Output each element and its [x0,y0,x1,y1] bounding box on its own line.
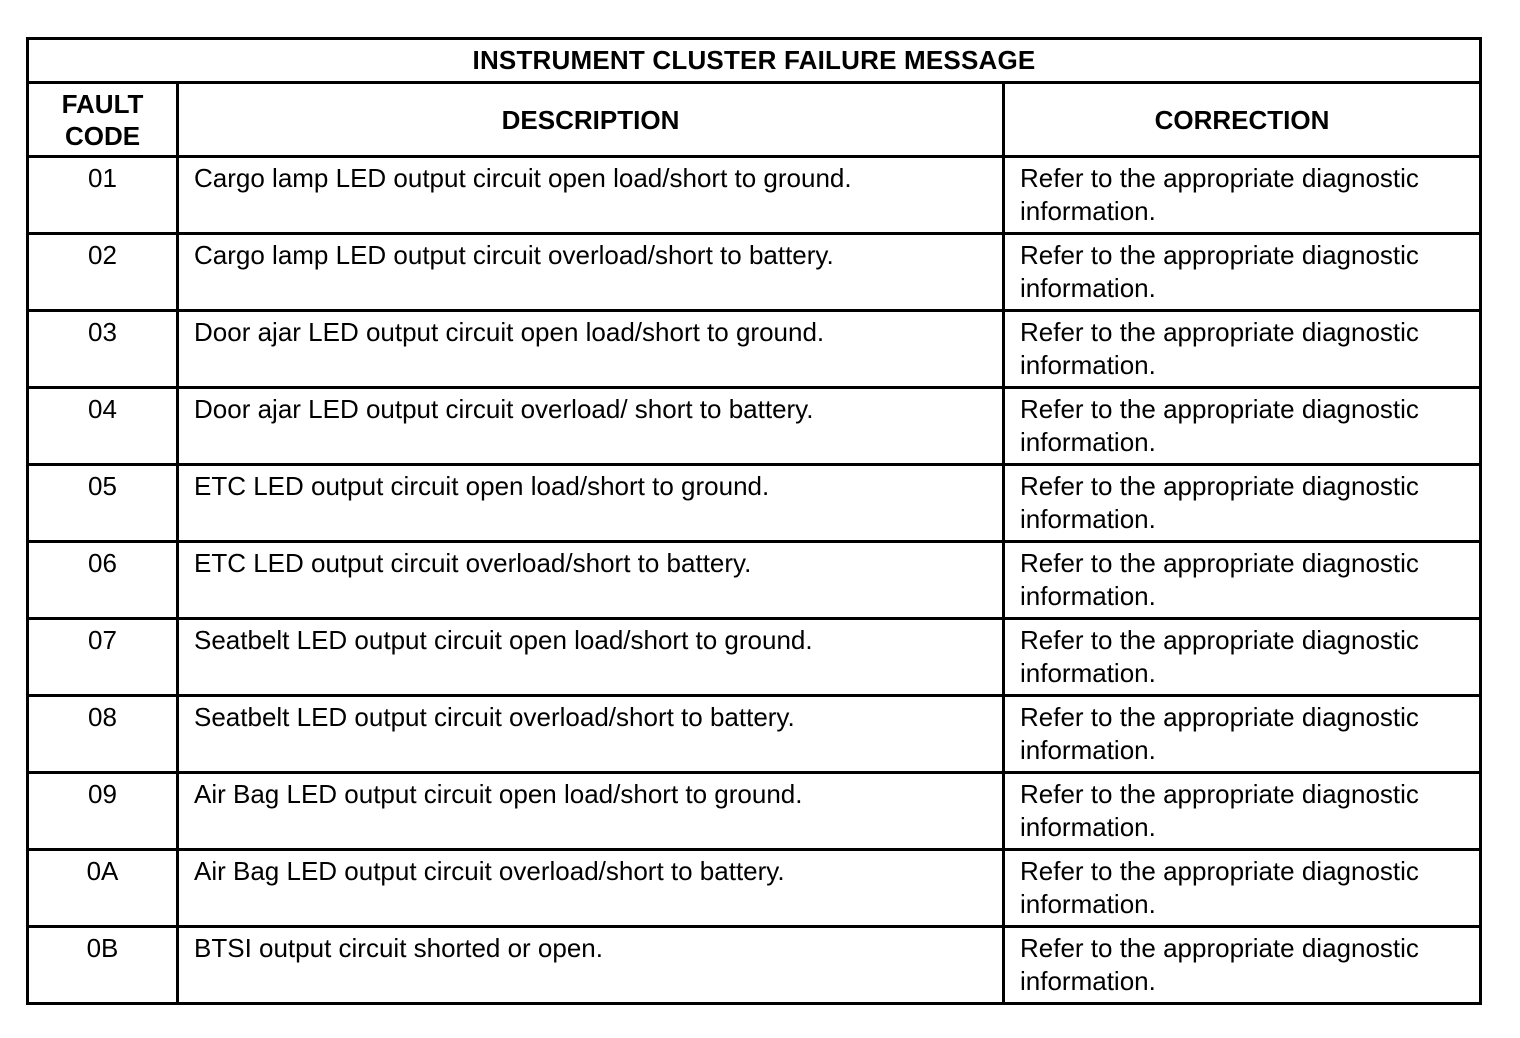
fault-code-cell: 05 [28,465,178,542]
description-cell: Door ajar LED output circuit overload/ short to battery. [178,388,1004,465]
table-row [28,773,1481,850]
table-row [28,619,1481,696]
correction-line1: Refer to the appropriate diagnostic [1020,625,1419,655]
correction-cell [1004,388,1481,465]
correction-line2: information. [1020,966,1156,996]
header-fault-code-line1: FAULT [61,88,144,119]
table-row [28,157,1481,234]
description-cell: Seatbelt LED output circuit open load/short to ground. [178,619,1004,696]
correction-line2: information. [1020,273,1156,303]
correction-cell [1004,619,1481,696]
correction-line2: information. [1020,812,1156,842]
correction-cell [1004,311,1481,388]
correction-line2: information. [1020,658,1156,688]
description-cell: Air Bag LED output circuit open load/short to ground. [178,773,1004,850]
description-cell: Cargo lamp LED output circuit open load/short to ground. [178,157,1004,234]
correction-line2: information. [1020,504,1156,534]
correction-line1: Refer to the appropriate diagnostic [1020,548,1419,578]
correction-line1: Refer to the appropriate diagnostic [1020,933,1419,963]
correction-line1: Refer to the appropriate diagnostic [1020,163,1419,193]
fault-code-cell: 0A [28,850,178,927]
correction-line1: Refer to the appropriate diagnostic [1020,394,1419,424]
table-row [28,850,1481,927]
fault-code-cell: 09 [28,773,178,850]
correction-line1: Refer to the appropriate diagnostic [1020,317,1419,347]
description-cell: BTSI output circuit shorted or open. [178,927,1004,1004]
correction-line2: information. [1020,889,1156,919]
fault-code-cell: 07 [28,619,178,696]
header-fault-code-line2: CODE [64,120,141,151]
correction-line1: Refer to the appropriate diagnostic [1020,856,1419,886]
correction-cell [1004,157,1481,234]
instrument-cluster-failure-table [26,37,1482,1005]
table-title: INSTRUMENT CLUSTER FAILURE MESSAGE [28,39,1481,83]
table-row [28,234,1481,311]
fault-code-table-container [26,37,1479,1005]
correction-cell [1004,773,1481,850]
fault-code-cell: 01 [28,157,178,234]
correction-line2: information. [1020,196,1156,226]
header-fault-code [28,83,178,157]
header-description: DESCRIPTION [178,83,1004,157]
description-cell: Seatbelt LED output circuit overload/short to battery. [178,696,1004,773]
correction-line1: Refer to the appropriate diagnostic [1020,240,1419,270]
correction-line2: information. [1020,581,1156,611]
correction-cell [1004,465,1481,542]
correction-cell [1004,696,1481,773]
header-correction: CORRECTION [1004,83,1481,157]
table-row [28,465,1481,542]
fault-code-cell: 06 [28,542,178,619]
description-cell: Cargo lamp LED output circuit overload/short to battery. [178,234,1004,311]
description-cell: Air Bag LED output circuit overload/short to battery. [178,850,1004,927]
description-cell: Door ajar LED output circuit open load/short to ground. [178,311,1004,388]
fault-code-cell: 03 [28,311,178,388]
description-cell: ETC LED output circuit overload/short to battery. [178,542,1004,619]
correction-cell [1004,927,1481,1004]
correction-cell [1004,234,1481,311]
table-row [28,311,1481,388]
correction-line2: information. [1020,350,1156,380]
correction-line2: information. [1020,427,1156,457]
correction-cell [1004,542,1481,619]
description-cell: ETC LED output circuit open load/short to ground. [178,465,1004,542]
fault-code-cell: 0B [28,927,178,1004]
fault-code-cell: 04 [28,388,178,465]
correction-cell [1004,850,1481,927]
fault-code-cell: 02 [28,234,178,311]
correction-line1: Refer to the appropriate diagnostic [1020,471,1419,501]
correction-line2: information. [1020,735,1156,765]
table-row [28,388,1481,465]
correction-line1: Refer to the appropriate diagnostic [1020,779,1419,809]
correction-line1: Refer to the appropriate diagnostic [1020,702,1419,732]
table-row [28,696,1481,773]
table-header-row [28,83,1481,157]
table-row [28,927,1481,1004]
fault-code-cell: 08 [28,696,178,773]
table-title-row [28,39,1481,83]
table-row [28,542,1481,619]
